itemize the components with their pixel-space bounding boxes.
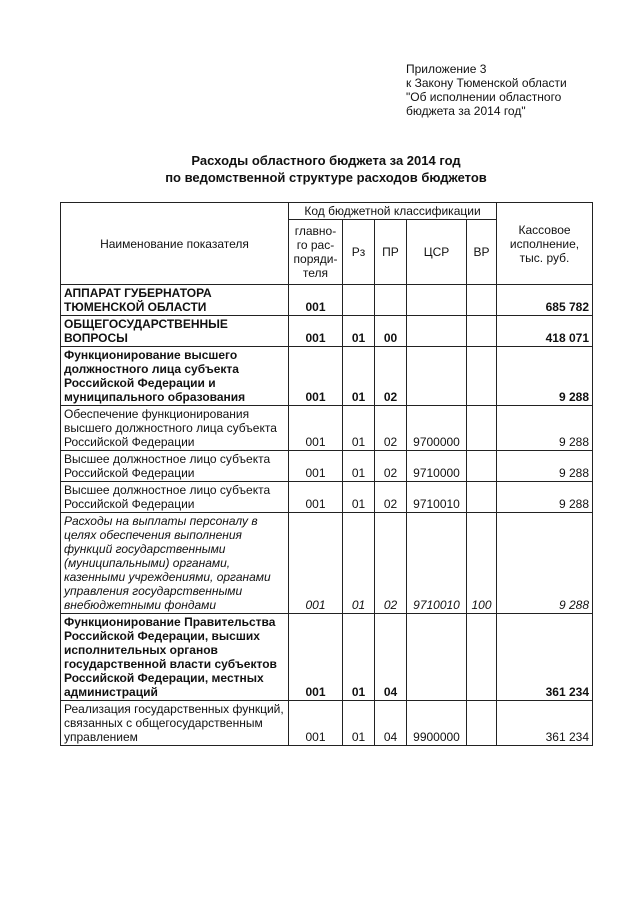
cell-rz: 01 [343, 614, 375, 701]
cell-rz: 01 [343, 347, 375, 406]
table-row [61, 513, 593, 614]
cell-pr [375, 285, 407, 316]
document-title [60, 152, 592, 186]
header-code-group: Код бюджетной классификации [289, 203, 497, 220]
cell-amount: 361 234 [497, 701, 593, 746]
cell-name: Высшее должностное лицо субъекта Российской Федерации [61, 451, 289, 482]
cell-csr: 9900000 [407, 701, 467, 746]
cell-name: Функционирование Правительства Российской Федерации, высших исполнительных органов государственной власти субъектов Российской Федерации, местных администраций [61, 614, 289, 701]
cell-glavny: 001 [289, 285, 343, 316]
cell-amount: 9 288 [497, 451, 593, 482]
cell-pr: 00 [375, 316, 407, 347]
table-row [61, 285, 593, 316]
cell-name: Обеспечение функционирования высшего должностного лица субъекта Российской Федерации [61, 406, 289, 451]
cell-rz: 01 [343, 513, 375, 614]
cell-name: Функционирование высшего должностного лица субъекта Российской Федерации и муниципального образования [61, 347, 289, 406]
appendix-note [406, 62, 636, 118]
cell-glavny: 001 [289, 513, 343, 614]
cell-vr [467, 285, 497, 316]
cell-glavny: 001 [289, 614, 343, 701]
cell-csr: 9710010 [407, 513, 467, 614]
header-pr: ПР [375, 220, 407, 285]
header-glavny: главно-го рас-поряди-теля [289, 220, 343, 285]
cell-pr: 02 [375, 482, 407, 513]
appendix-line: Приложение 3 [406, 62, 487, 76]
cell-name: Расходы на выплаты персоналу в целях обеспечения выполнения функций государственными (муниципальными) органами, казенными учреждениями, органами управления государственными внебюджетными фондами [61, 513, 289, 614]
table-row [61, 614, 593, 701]
appendix-line: к Закону Тюменской области [406, 76, 567, 90]
header-csr: ЦСР [407, 220, 467, 285]
appendix-line: "Об исполнении областного [406, 90, 562, 104]
cell-vr: 100 [467, 513, 497, 614]
table-row [61, 482, 593, 513]
cell-csr [407, 614, 467, 701]
cell-amount: 361 234 [497, 614, 593, 701]
cell-rz [343, 285, 375, 316]
cell-csr: 9710010 [407, 482, 467, 513]
table-row [61, 451, 593, 482]
header-vr: ВР [467, 220, 497, 285]
header-name: Наименование показателя [61, 203, 289, 285]
cell-rz: 01 [343, 701, 375, 746]
cell-vr [467, 614, 497, 701]
table-row [61, 701, 593, 746]
cell-pr: 02 [375, 347, 407, 406]
cell-glavny: 001 [289, 347, 343, 406]
header-rz: Рз [343, 220, 375, 285]
cell-name: ОБЩЕГОСУДАРСТВЕННЫЕ ВОПРОСЫ [61, 316, 289, 347]
title-line-1: Расходы областного бюджета за 2014 год [191, 153, 461, 168]
cell-glavny: 001 [289, 482, 343, 513]
cell-amount: 9 288 [497, 513, 593, 614]
cell-glavny: 001 [289, 406, 343, 451]
cell-rz: 01 [343, 406, 375, 451]
cell-amount: 418 071 [497, 316, 593, 347]
cell-amount: 9 288 [497, 406, 593, 451]
cell-pr: 02 [375, 513, 407, 614]
cell-vr [467, 406, 497, 451]
cell-glavny: 001 [289, 701, 343, 746]
cell-vr [467, 701, 497, 746]
cell-rz: 01 [343, 482, 375, 513]
cell-csr [407, 285, 467, 316]
cell-glavny: 001 [289, 316, 343, 347]
cell-amount: 9 288 [497, 347, 593, 406]
cell-name: Реализация государственных функций, связанных с общегосударственным управлением [61, 701, 289, 746]
table-row [61, 406, 593, 451]
cell-csr [407, 347, 467, 406]
budget-table [60, 202, 593, 746]
cell-csr: 9700000 [407, 406, 467, 451]
table-body [61, 285, 593, 746]
cell-pr: 02 [375, 451, 407, 482]
cell-glavny: 001 [289, 451, 343, 482]
title-line-2: по ведомственной структуре расходов бюджетов [165, 170, 487, 185]
cell-rz: 01 [343, 451, 375, 482]
cell-amount: 685 782 [497, 285, 593, 316]
cell-vr [467, 347, 497, 406]
cell-vr [467, 482, 497, 513]
cell-pr: 04 [375, 701, 407, 746]
table-row [61, 316, 593, 347]
header-amount: Кассовое исполнение, тыс. руб. [497, 203, 593, 285]
cell-pr: 02 [375, 406, 407, 451]
cell-pr: 04 [375, 614, 407, 701]
cell-rz: 01 [343, 316, 375, 347]
cell-csr [407, 316, 467, 347]
table-row [61, 347, 593, 406]
cell-name: Высшее должностное лицо субъекта Российской Федерации [61, 482, 289, 513]
appendix-line: бюджета за 2014 год" [406, 104, 526, 118]
cell-vr [467, 451, 497, 482]
cell-vr [467, 316, 497, 347]
cell-csr: 9710000 [407, 451, 467, 482]
cell-amount: 9 288 [497, 482, 593, 513]
cell-name: АППАРАТ ГУБЕРНАТОРА ТЮМЕНСКОЙ ОБЛАСТИ [61, 285, 289, 316]
